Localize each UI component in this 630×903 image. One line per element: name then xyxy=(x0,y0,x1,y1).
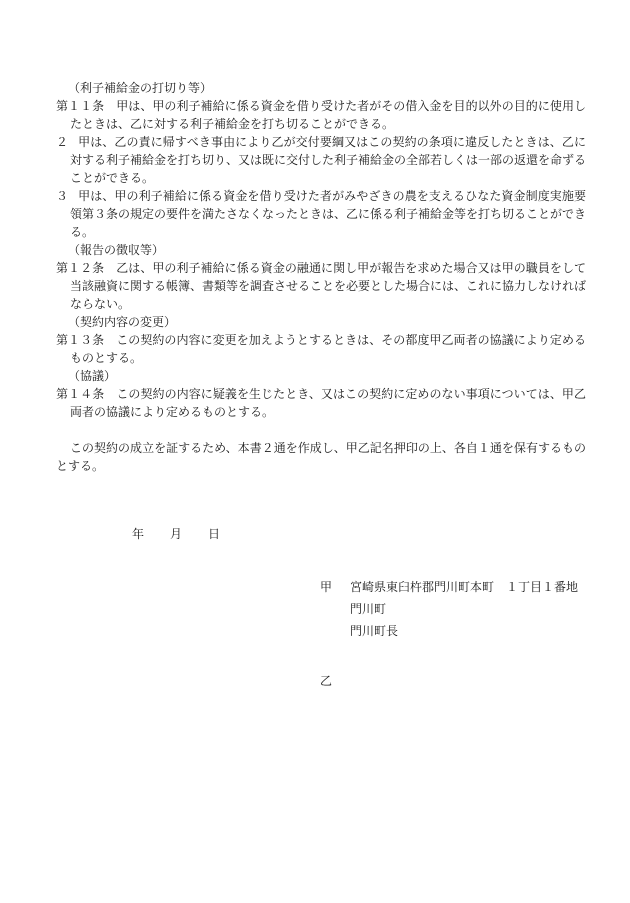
party-a-title: 門川町長 xyxy=(350,624,399,638)
date-year: 年 xyxy=(132,527,145,541)
article-14-heading: （協議） xyxy=(68,369,117,383)
party-a-name: 門川町 xyxy=(350,602,387,616)
article-11-paragraph-3 xyxy=(56,187,586,241)
article-13-heading: （契約内容の変更） xyxy=(68,315,177,329)
paragraph-number: ３ xyxy=(56,189,69,203)
party-a-address-line xyxy=(320,578,578,596)
paragraph-text: 甲は、乙の責に帰すべき事由により乙が交付要綱又はこの契約の条項に違反したときは、乙に対する利子補給金を打ち切り、又は既に交付した利子補給金の全部若しくは一部の返還を命ずることができる。 xyxy=(70,135,587,185)
party-a-address: 宮崎県東臼杵郡門川町本町 １丁目１番地 xyxy=(350,580,579,594)
article-12-paragraph-1: 第１２条 乙は、甲の利子補給に係る資金の融通に関し甲が報告を求めた場合又は甲の職員をして当該融資に関する帳簿、書類等を調査させることを必要とした場合には、これに協力しなければならない。 xyxy=(56,261,587,311)
party-b-label: 乙 xyxy=(320,674,333,688)
date-month: 月 xyxy=(170,527,183,541)
contract-body xyxy=(56,79,586,475)
paragraph-number: ２ xyxy=(56,135,69,149)
date-day: 日 xyxy=(208,527,221,541)
article-14-paragraph-1: 第１４条 この契約の内容に疑義を生じたとき、又はこの契約に定めのない事項については、甲乙両者の協議により定めるものとする。 xyxy=(56,387,586,419)
article-11-heading: （利子補給金の打切り等） xyxy=(68,81,213,95)
article-11-paragraph-1: 第１１条 甲は、甲の利子補給に係る資金を借り受けた者がその借入金を目的以外の目的に使用したときは、乙に対する利子補給金を打ち切ることができる。 xyxy=(56,99,586,131)
article-13-paragraph-1: 第１３条 この契約の内容に変更を加えようとするときは、その都度甲乙両者の協議により定めるものとする。 xyxy=(56,333,586,365)
paragraph-text: 甲は、甲の利子補給に係る資金を借り受けた者がみやざきの農を支えるひなた資金制度実施要領第３条の規定の要件を満たさなくなったときは、乙に係る利子補給金等を打ち切ることができる。 xyxy=(70,189,587,239)
party-a-label: 甲 xyxy=(320,580,333,594)
closing-statement: この契約の成立を証するため、本書２通を作成し、甲乙記名押印の上、各自１通を保有するものとする。 xyxy=(56,441,586,473)
article-11-paragraph-2 xyxy=(56,133,586,187)
party-b-block xyxy=(320,672,332,690)
party-a-block xyxy=(320,578,578,640)
signature-date xyxy=(132,525,220,543)
article-12-heading: （報告の徴収等） xyxy=(68,243,165,257)
